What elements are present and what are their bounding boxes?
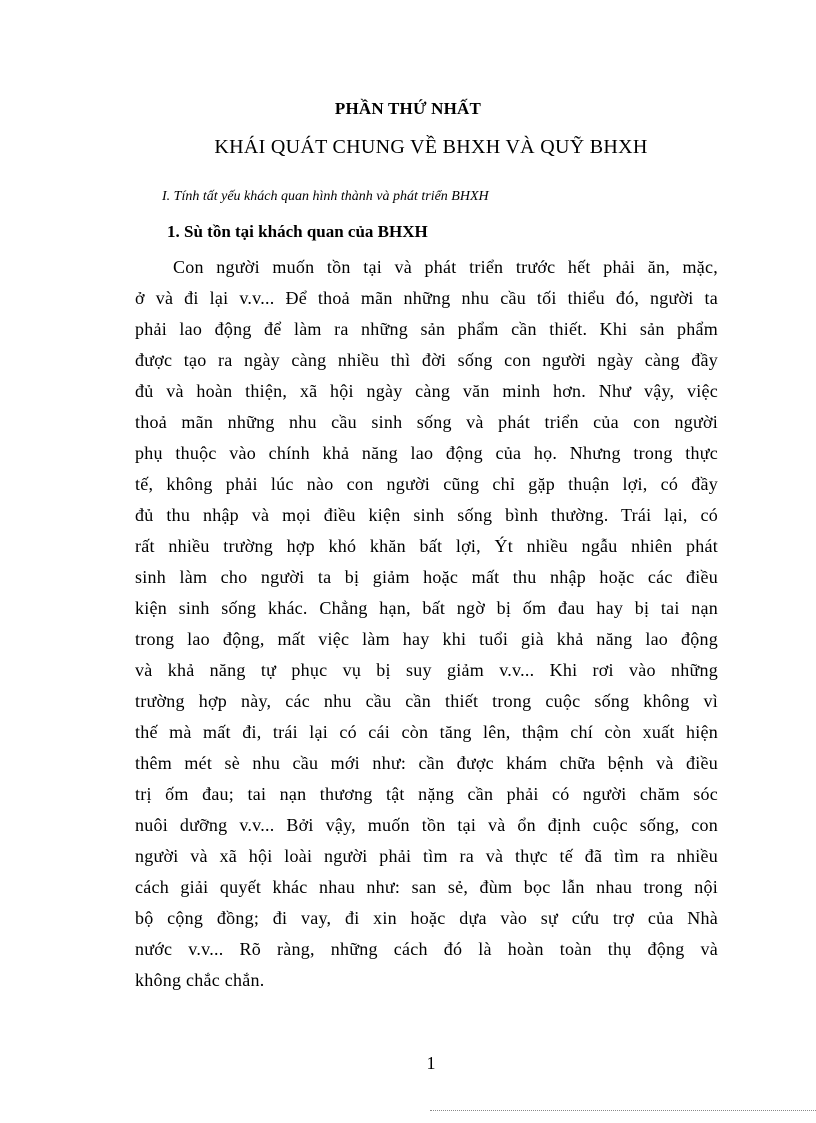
- page-title: PHẦN THỨ NHẤT: [334, 99, 482, 118]
- page-subtitle: KHÁI QUÁT CHUNG VỀ BHXH VÀ QUỸ BHXH: [214, 136, 648, 158]
- paragraph-line: bộ cộng đồng; đi vay, đi xin hoặc dựa vào sự cứu trợ của Nhà: [135, 908, 718, 928]
- body-paragraph: [135, 252, 718, 996]
- section-heading: I. Tính tất yếu khách quan hình thành và phát triển BHXH: [162, 189, 489, 204]
- paragraph-line: đủ thu nhập và mọi điều kiện sinh sống bình thường. Trái lại, có: [135, 505, 718, 525]
- paragraph-line: kiện sinh sống khác. Chẳng hạn, bất ngờ bị ốm đau hay bị tai nạn: [135, 598, 718, 618]
- footer-dotted-rule: [430, 1110, 816, 1111]
- subsection-heading: 1. Sù tồn tại khách quan của BHXH: [167, 222, 428, 241]
- paragraph-line: đủ và hoàn thiện, xã hội ngày càng văn minh hơn. Như vậy, việc: [135, 381, 718, 401]
- paragraph-line: trị ốm đau; tai nạn thương tật nặng cần phải có người chăm sóc: [135, 784, 718, 804]
- paragraph-line: người và xã hội loài người phải tìm ra và thực tế đã tìm ra nhiều: [135, 846, 718, 866]
- paragraph-line: sinh làm cho người ta bị giảm hoặc mất thu nhập hoặc các điều: [135, 567, 718, 587]
- paragraph-line: phụ thuộc vào chính khả năng lao động của họ. Nhưng trong thực: [135, 443, 718, 463]
- paragraph-line: và khả năng tự phục vụ bị suy giảm v.v... Khi rơi vào những: [135, 660, 718, 680]
- paragraph-line: thoả mãn những nhu cầu sinh sống và phát triển của con người: [135, 412, 718, 432]
- paragraph-line: cách giải quyết khác nhau như: san sẻ, đùm bọc lẫn nhau trong nội: [135, 877, 718, 897]
- paragraph-line: nước v.v... Rõ ràng, những cách đó là hoàn toàn thụ động và: [135, 939, 718, 959]
- paragraph-line: Con người muốn tồn tại và phát triển trước hết phải ăn, mặc,: [173, 257, 718, 277]
- paragraph-line: thêm mét sè nhu cầu mới như: cần được khám chữa bệnh và điều: [135, 753, 718, 773]
- paragraph-line: không chắc chắn.: [135, 970, 265, 990]
- paragraph-line: rất nhiều trường hợp khó khăn bất lợi, Ýt nhiều ngẫu nhiên phát: [135, 536, 718, 556]
- paragraph-line: thế mà mất đi, trái lại có cái còn tăng lên, thậm chí còn xuất hiện: [135, 722, 718, 742]
- paragraph-line: được tạo ra ngày càng nhiều thì đời sống con người ngày càng đầy: [135, 350, 718, 370]
- paragraph-line: trong lao động, mất việc làm hay khi tuổi già khả năng lao động: [135, 629, 718, 649]
- paragraph-line: ở và đi lại v.v... Để thoả mãn những nhu cầu tối thiểu đó, người ta: [135, 288, 718, 308]
- paragraph-line: trường hợp này, các nhu cầu cần thiết trong cuộc sống không vì: [135, 691, 718, 711]
- paragraph-line: tế, không phải lúc nào con người cũng chỉ gặp thuận lợi, có đầy: [135, 474, 718, 494]
- paragraph-line: phải lao động để làm ra những sản phẩm cần thiết. Khi sản phẩm: [135, 319, 718, 339]
- page-number: 1: [426, 1053, 436, 1073]
- paragraph-line: nuôi dưỡng v.v... Bởi vậy, muốn tồn tại và ổn định cuộc sống, con: [135, 815, 718, 835]
